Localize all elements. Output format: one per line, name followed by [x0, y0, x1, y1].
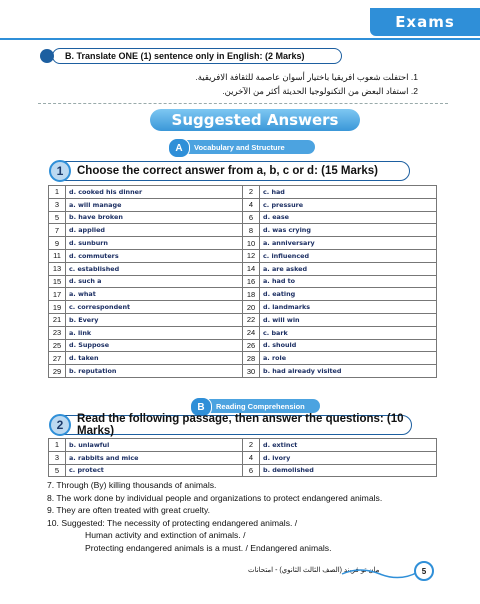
item-number: 8	[243, 224, 260, 237]
item-number: 22	[243, 313, 260, 326]
item-answer: c. bark	[260, 326, 437, 339]
item-number: 20	[243, 301, 260, 314]
item-answer: b. had already visited	[260, 365, 437, 378]
table-row	[49, 439, 437, 452]
item-answer: a. had to	[260, 275, 437, 288]
table-row	[49, 288, 437, 301]
item-answer: a. link	[66, 326, 243, 339]
item-answer: c. had	[260, 186, 437, 199]
item-number: 29	[49, 365, 66, 378]
item-number: 21	[49, 313, 66, 326]
item-number: 24	[243, 326, 260, 339]
question-2-header	[50, 415, 412, 435]
item-answer: d. applied	[66, 224, 243, 237]
table-row	[49, 464, 437, 477]
item-answer: d. will win	[260, 313, 437, 326]
page-number: 5	[414, 561, 434, 581]
table-row	[49, 352, 437, 365]
question-1-header	[50, 161, 410, 181]
item-answer: d. was crying	[260, 224, 437, 237]
item-number: 15	[49, 275, 66, 288]
item-answer: d. Suppose	[66, 339, 243, 352]
item-answer: b. Every	[66, 313, 243, 326]
section-a-pill	[170, 140, 315, 154]
item-number: 9	[49, 237, 66, 250]
item-answer: a. role	[260, 352, 437, 365]
table-row	[49, 262, 437, 275]
item-number: 12	[243, 249, 260, 262]
answer-8: 8. The work done by individual people and organizations to protect endangered animals.	[47, 492, 383, 503]
written-answers	[47, 479, 382, 555]
item-number: 11	[49, 249, 66, 262]
item-answer: d. cooked his dinner	[66, 186, 243, 199]
arabic-sentence-1: 1. احتفلت شعوب افريقيا باختيار أسوان عاصمة للثقافة الافريقية.	[195, 72, 418, 82]
arabic-sentence-2: 2. استفاد البعض من التكنولوجيا الحديثة أكثر من الآخرين.	[222, 86, 418, 96]
table-row	[49, 186, 437, 199]
item-answer: c. established	[66, 262, 243, 275]
item-answer: d. taken	[66, 352, 243, 365]
item-number: 2	[243, 439, 260, 452]
item-number: 5	[49, 464, 66, 477]
section-a-label: Vocabulary and Structure	[194, 142, 285, 152]
item-answer: c. influenced	[260, 249, 437, 262]
item-number: 16	[243, 275, 260, 288]
answer-7: 7. Through (By) killing thousands of animals.	[47, 480, 217, 490]
suggested-answers-banner: Suggested Answers	[150, 109, 360, 131]
item-number: 13	[49, 262, 66, 275]
item-answer: d. should	[260, 339, 437, 352]
exams-tab: Exams	[370, 8, 480, 36]
table-row	[49, 275, 437, 288]
item-answer: d. such a	[66, 275, 243, 288]
table-row	[49, 224, 437, 237]
table-row	[49, 237, 437, 250]
section-b-letter: B	[190, 397, 212, 417]
item-answer: a. rabbits and mice	[66, 451, 243, 464]
item-number: 3	[49, 451, 66, 464]
section-b-label: Reading Comprehension	[216, 401, 305, 411]
answer-10: 10. Suggested: The necessity of protecting endangered animals. /	[47, 517, 298, 528]
item-number: 6	[243, 464, 260, 477]
item-answer: d. extinct	[260, 439, 437, 452]
question-1-text: Choose the correct answer from a, b, c or d: (15 Marks)	[77, 165, 378, 177]
table-row	[49, 339, 437, 352]
section-b-pill	[192, 399, 320, 413]
item-number: 17	[49, 288, 66, 301]
item-number: 4	[243, 198, 260, 211]
footer-text: مان تو فريند (الصف الثالث الثانوي) - امتحانات	[248, 567, 380, 574]
item-answer: b. have broken	[66, 211, 243, 224]
item-number: 4	[243, 451, 260, 464]
answers-table-1	[48, 185, 437, 378]
item-number: 5	[49, 211, 66, 224]
item-number: 2	[243, 186, 260, 199]
item-answer: c. correspondent	[66, 301, 243, 314]
table-row	[49, 313, 437, 326]
table-row	[49, 365, 437, 378]
item-answer: d. eating	[260, 288, 437, 301]
item-number: 18	[243, 288, 260, 301]
translate-question: B. Translate ONE (1) sentence only in English: (2 Marks)	[52, 48, 342, 64]
item-answer: d. ease	[260, 211, 437, 224]
item-number: 14	[243, 262, 260, 275]
item-answer: b. unlawful	[66, 439, 243, 452]
header-rule	[0, 38, 480, 40]
item-answer: d. sunburn	[66, 237, 243, 250]
item-number: 1	[49, 186, 66, 199]
question-1-number: 1	[49, 160, 71, 182]
item-answer: c. protect	[66, 464, 243, 477]
question-2-number: 2	[49, 414, 71, 436]
table-row	[49, 198, 437, 211]
item-answer: a. are asked	[260, 262, 437, 275]
item-number: 25	[49, 339, 66, 352]
item-answer: b. demolished	[260, 464, 437, 477]
answer-10-alt-2: Protecting endangered animals is a must. / Endangered animals.	[85, 542, 332, 553]
item-answer: c. pressure	[260, 198, 437, 211]
item-number: 28	[243, 352, 260, 365]
table-row	[49, 211, 437, 224]
footer-swirl-icon	[340, 566, 420, 580]
item-number: 26	[243, 339, 260, 352]
table-row	[49, 326, 437, 339]
item-number: 23	[49, 326, 66, 339]
item-number: 27	[49, 352, 66, 365]
table-row	[49, 249, 437, 262]
item-answer: d. ivory	[260, 451, 437, 464]
question-2-text: Read the following passage, then answer the questions: (10 Marks)	[77, 413, 404, 437]
item-number: 7	[49, 224, 66, 237]
item-answer: d. landmarks	[260, 301, 437, 314]
answer-10-alt-1: Human activity and extinction of animals. /	[85, 530, 246, 541]
item-number: 1	[49, 439, 66, 452]
item-number: 6	[243, 211, 260, 224]
item-answer: d. commuters	[66, 249, 243, 262]
item-answer: a. will manage	[66, 198, 243, 211]
item-answer: a. anniversary	[260, 237, 437, 250]
item-answer: a. what	[66, 288, 243, 301]
item-number: 3	[49, 198, 66, 211]
answers-table-2	[48, 438, 437, 477]
table-row	[49, 451, 437, 464]
item-number: 30	[243, 365, 260, 378]
table-row	[49, 301, 437, 314]
item-answer: b. reputation	[66, 365, 243, 378]
item-number: 10	[243, 237, 260, 250]
item-number: 19	[49, 301, 66, 314]
answer-9: 9. They are often treated with great cruelty.	[47, 505, 211, 516]
section-a-letter: A	[168, 138, 190, 158]
separator	[38, 103, 448, 104]
